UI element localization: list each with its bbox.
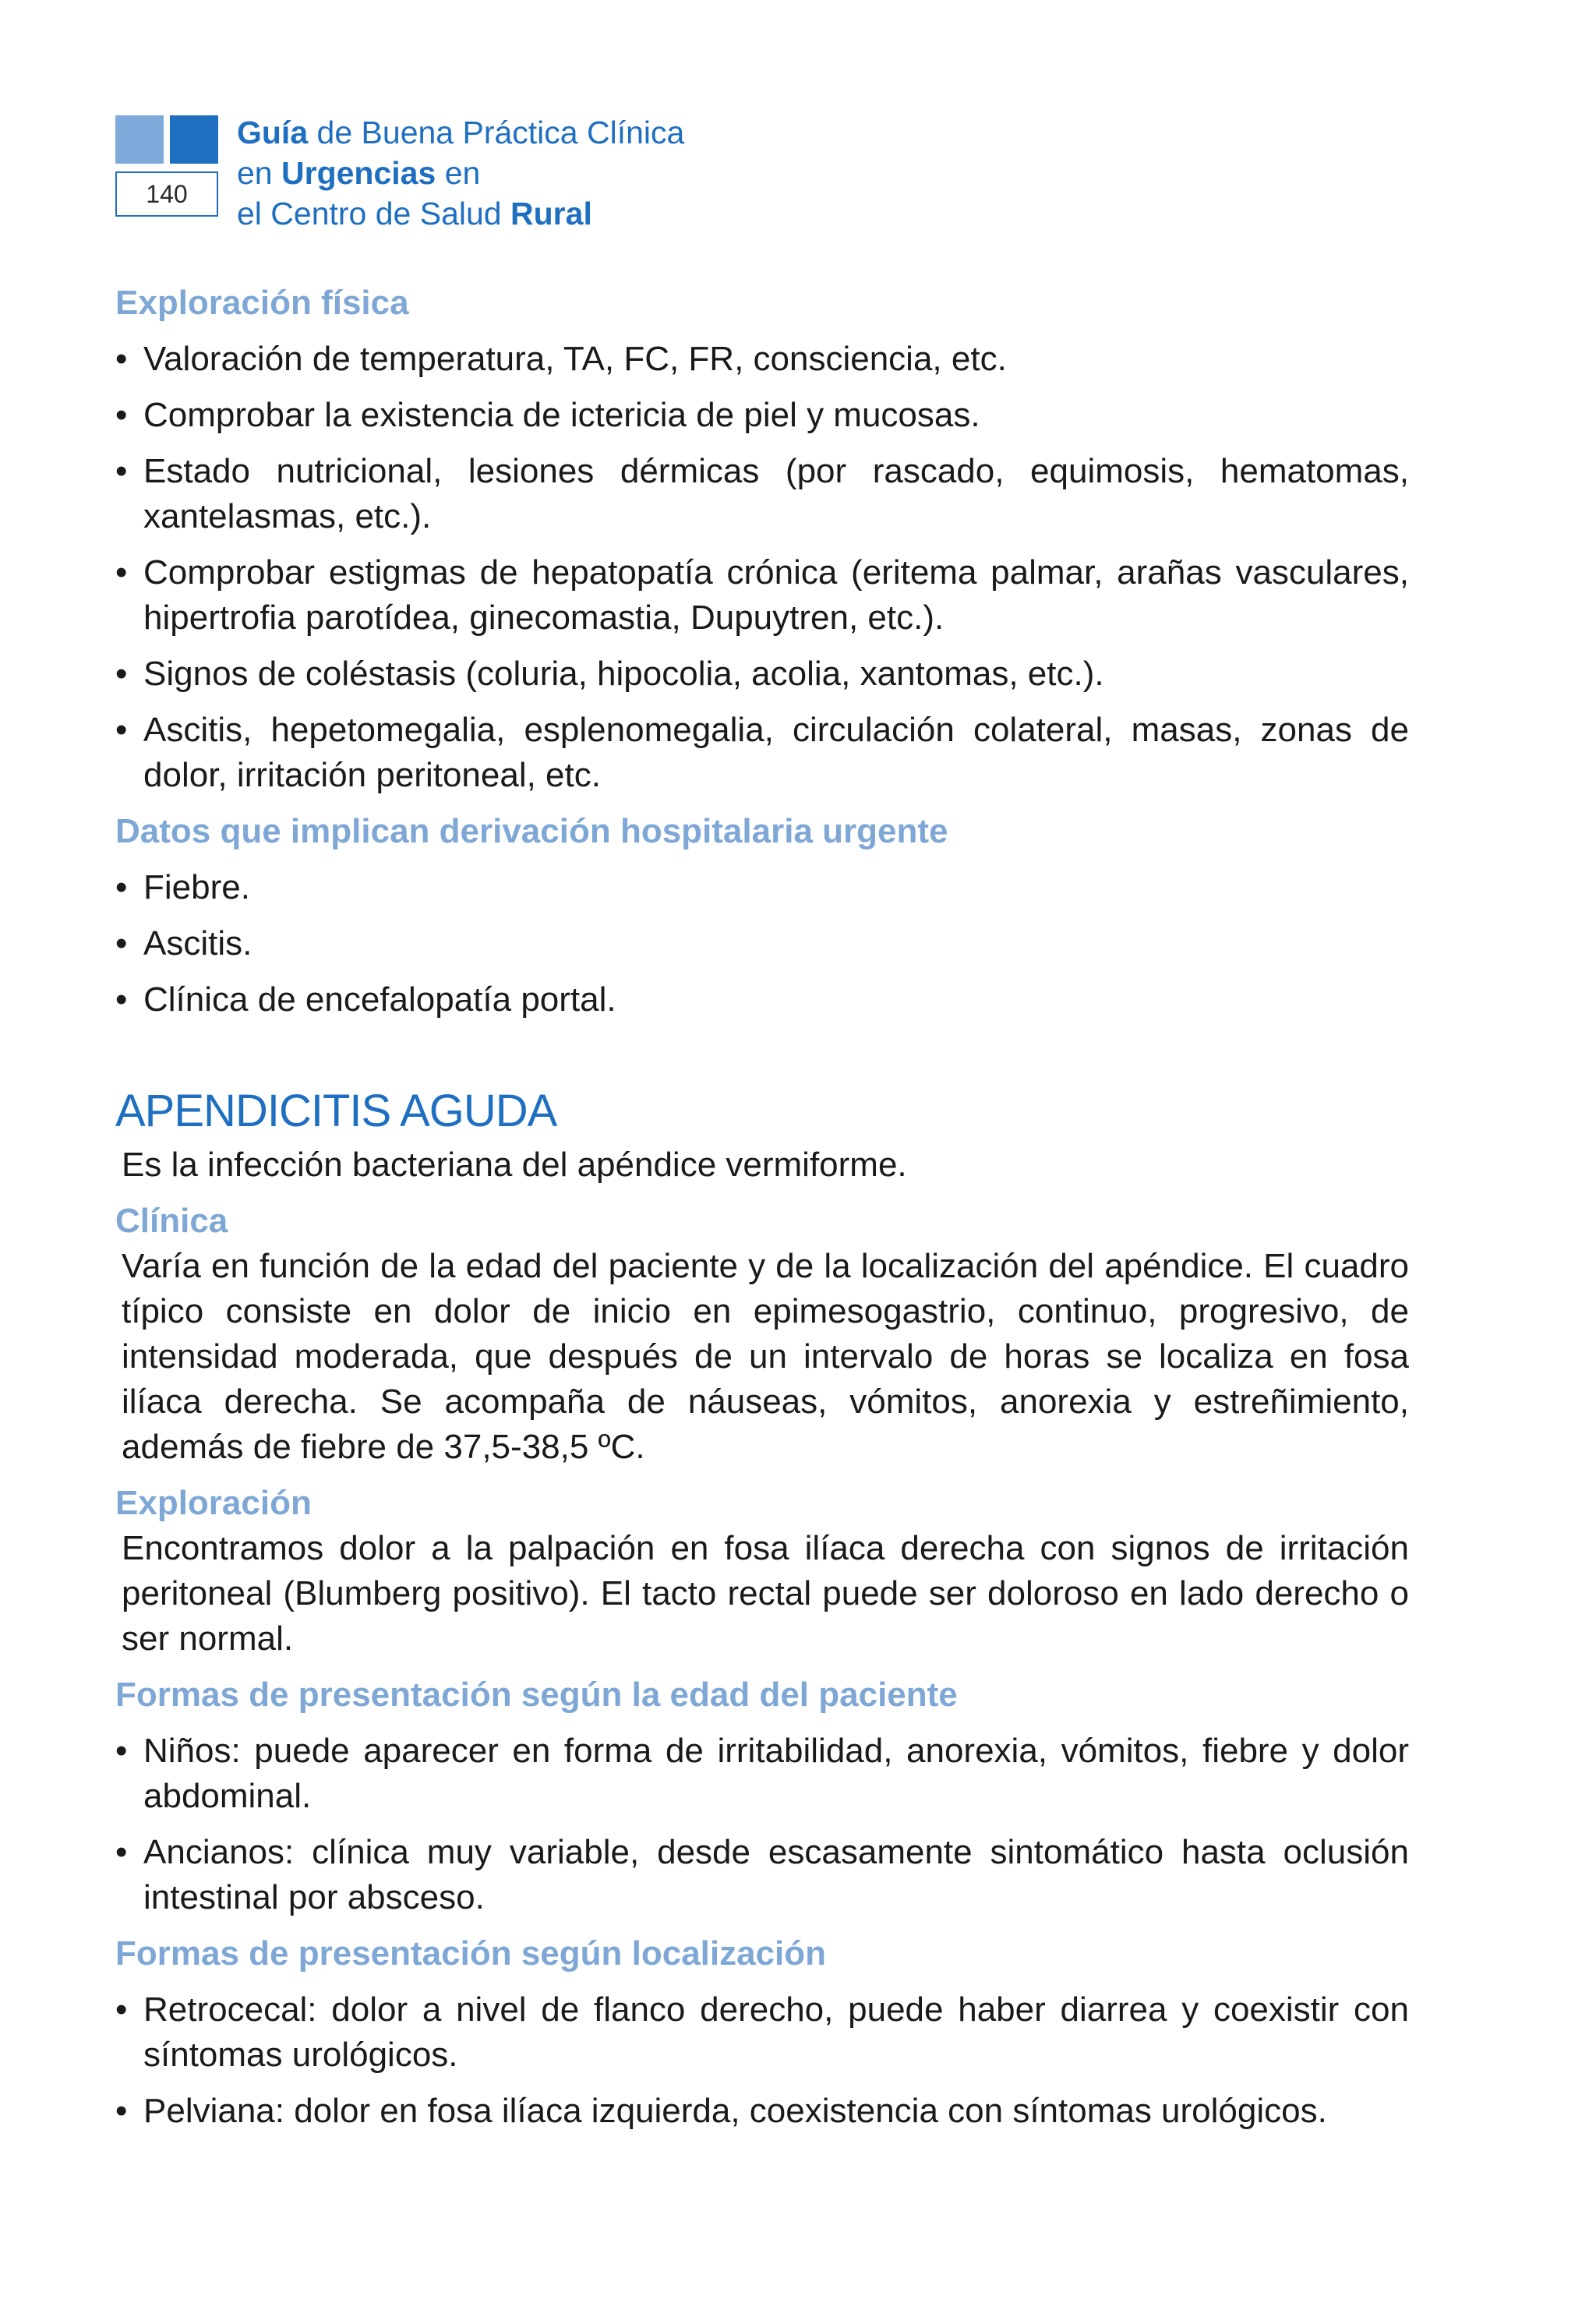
list-item: • Comprobar estigmas de hepatopatía crónica (eritema palmar, arañas vasculares, hipertrofia parotídea, ginecomastia, Dupuytren, etc.). <box>115 553 1409 637</box>
clinica-text: Varía en función de la edad del paciente y de la localización del apéndice. El cuadro típico consiste en dolor de inicio en epimesogastrio, continuo, progresivo, de intensidad moderada, que después de un intervalo de horas se localiza en fosa ilíaca derecha. Se acompaña de náuseas, vómitos, anorexia y estreñimiento, además de fiebre de 37,5-38,5 ºC. <box>122 1247 1409 1466</box>
intro-text: Es la infección bacteriana del apéndice vermiforme. <box>122 1146 907 1184</box>
list-exploracion-fisica <box>115 337 1409 798</box>
logo-square-light <box>115 115 164 164</box>
list-item: • Estado nutricional, lesiones dérmicas (por rascado, equimosis, hematomas, xantelasmas, etc.). <box>115 452 1409 535</box>
heading-clinica: Clínica <box>115 1202 228 1240</box>
title-line3-pre: el Centro de Salud <box>237 196 502 231</box>
list-item: • Signos de coléstasis (coluria, hipocolia, acolia, xantomas, etc.). <box>115 655 1104 693</box>
guide-title <box>237 112 684 234</box>
list-item: • Ancianos: clínica muy variable, desde escasamente sintomático hasta oclusión intestinal por absceso. <box>115 1833 1409 1916</box>
title-bold-urgencias: Urgencias <box>281 155 436 191</box>
list-item: • Fiebre. <box>115 868 250 906</box>
title-bold-rural: Rural <box>510 196 592 231</box>
title-line2-pre: en <box>237 155 273 191</box>
list-localizacion <box>115 1987 1409 2134</box>
title-bold-guia: Guía <box>237 115 309 150</box>
main-content <box>115 281 1409 2145</box>
list-item: • Ascitis. <box>115 924 252 962</box>
heading-localizacion: Formas de presentación según localización <box>115 1934 827 1973</box>
list-item: • Clínica de encefalopatía portal. <box>115 980 616 1019</box>
guide-header <box>115 115 817 232</box>
list-item: • Retrocecal: dolor a nivel de flanco derecho, puede haber diarrea y coexistir con síntomas urológicos. <box>115 1990 1409 2074</box>
page-number: 140 <box>115 171 218 217</box>
heading-exploracion-fisica: Exploración física <box>115 284 409 322</box>
title-line1-rest: de Buena Práctica Clínica <box>316 115 685 150</box>
exploracion-text: Encontramos dolor a la palpación en fosa ilíaca derecha con signos de irritación peritoneal (Blumberg positivo). El tacto rectal puede ser doloroso en lado derecho o ser normal. <box>122 1529 1409 1658</box>
logo-square-dark <box>170 115 218 164</box>
list-derivacion <box>115 865 1409 1023</box>
section-title-apendicitis: APENDICITIS AGUDA <box>115 1086 557 1136</box>
heading-edad: Formas de presentación según la edad del paciente <box>115 1676 958 1714</box>
list-item: • Valoración de temperatura, TA, FC, FR, consciencia, etc. <box>115 340 1007 378</box>
heading-derivacion: Datos que implican derivación hospitalaria urgente <box>115 812 948 850</box>
heading-exploracion: Exploración <box>115 1484 312 1522</box>
title-line2-post: en <box>444 155 481 191</box>
list-item: • Comprobar la existencia de ictericia de piel y mucosas. <box>115 396 980 434</box>
list-item: • Ascitis, hepetomegalia, esplenomegalia, circulación colateral, masas, zonas de dolor, irritación peritoneal, etc. <box>115 711 1409 794</box>
list-edad <box>115 1729 1409 1920</box>
list-item: • Niños: puede aparecer en forma de irritabilidad, anorexia, vómitos, fiebre y dolor abdominal. <box>115 1732 1409 1815</box>
list-item: • Pelviana: dolor en fosa ilíaca izquierda, coexistencia con síntomas urológicos. <box>115 2092 1327 2130</box>
